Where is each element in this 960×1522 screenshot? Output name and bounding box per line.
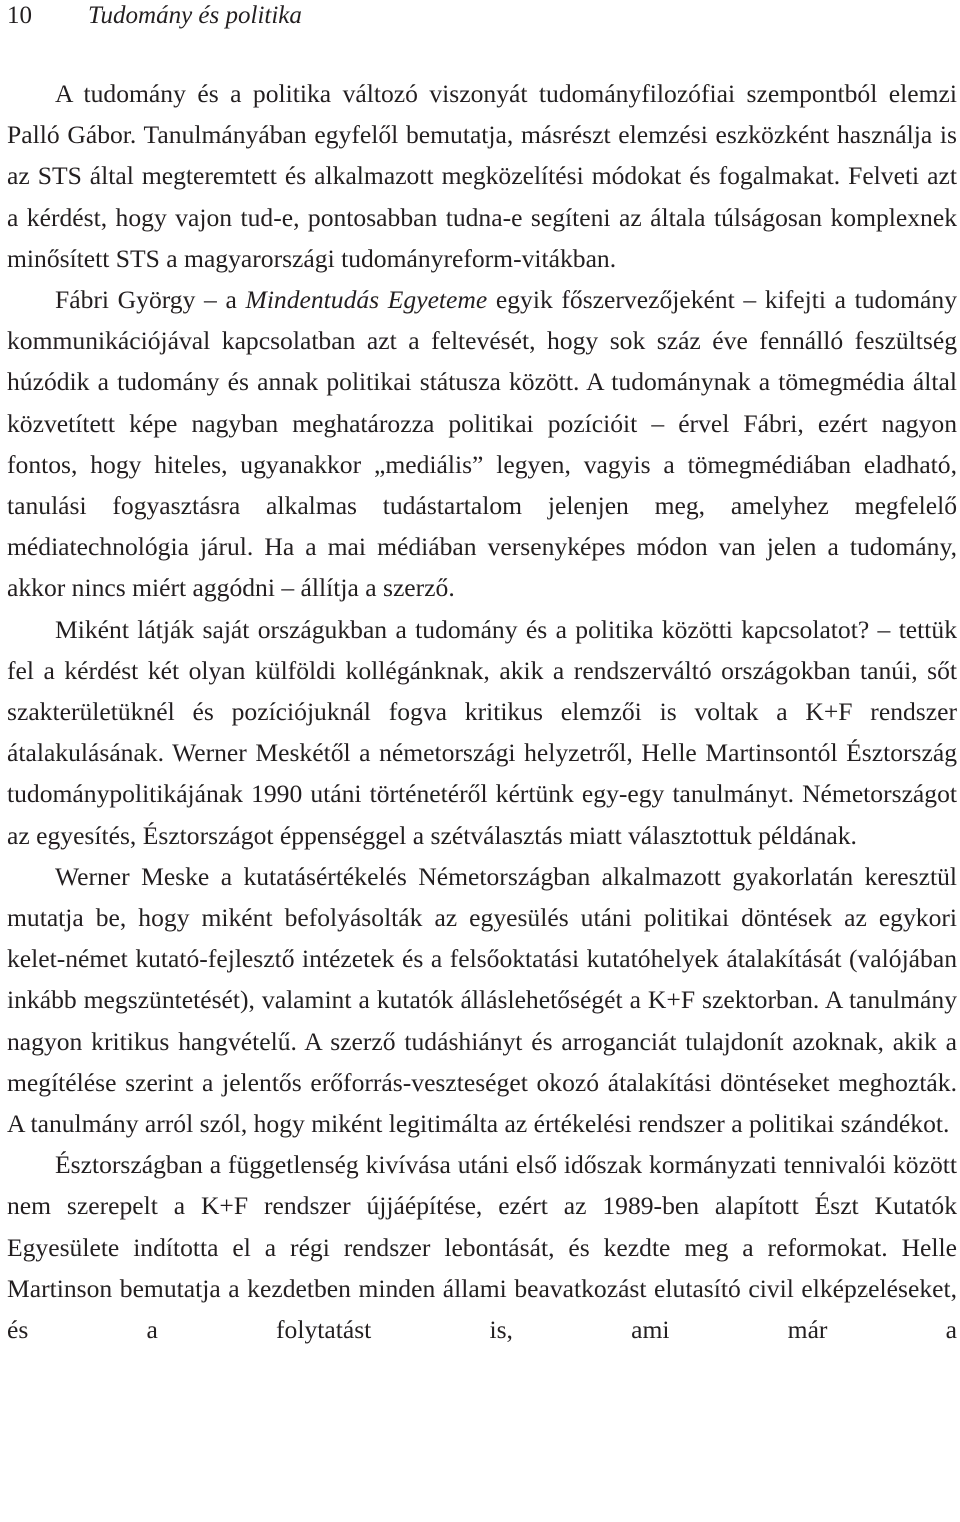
paragraph-foreign-colleagues: Miként látják saját országukban a tudomány és a politika közötti kapcsolatot? – tettük fel a kérdést két olyan külföldi kollégánknak, akik a rendszerváltó országokban tanúi, sőt szakterületüknél és pozíciójuknál fogva kritikus elemzői is voltak a K+F rendszer átalakulásának. Werner Meskétől a németországi helyzetről, Helle Martinsontól Észtország tudománypolitikájának 1990 utáni történetéről kértünk egy-egy tanulmányt. Németországot az egyesítés, Észtországot éppenséggel a szétválasztás miatt választottuk példának. bbox=[7, 614, 957, 850]
paragraph-fabri bbox=[7, 279, 957, 609]
running-head bbox=[7, 0, 957, 31]
paragraph-meske: Werner Meske a kutatásértékelés Németországban alkalmazott gyakorlatán keresztül mutatja be, hogy miként befolyásolták az egyesülés utáni politikai döntések az egykori kelet-német kutató-fejlesztő intézetek és a felsőoktatási kutatóhelyek átalakítását (valójában inkább megszüntetését), valamint a kutatók álláslehetőségét a K+F szektorban. A tanulmány nagyon kritikus hangvételű. A szerző tudáshiányt és arroganciát tulajdonít azoknak, akik a megítélése szerint a jelentős erőforrás-veszteséget okozó átalakítási döntéseket meghozták. A tanulmány arról szól, hogy miként legitimálta az értékelési rendszer a politikai szándékot. bbox=[7, 861, 957, 1139]
body-text bbox=[7, 73, 957, 1350]
paragraph-fabri-start: Fábri György – a bbox=[55, 285, 246, 315]
paragraph-fabri-rest: egyik főszervezőjeként – kifejti a tudomány kommunikációjával kapcsolatban azt a feltevését, hogy sok száz éve fennálló feszültség húzódik a tudomány és annak politikai státusza között. A tudománynak a tömegmédia által közvetített képe nagyban meghatározza politikai pozícióit – érvel Fábri, ezért nagyon fontos, hogy hiteles, ugyanakkor „mediális” legyen, vagyis a tömegmédiában eladható, tanulási fogyasztásra alkalmas tudástartalom jelenjen meg, amelyhez megfelelő médiatechnológia járul. Ha a mai médiában versenyképes módon van jelen a tudomány, akkor nincs miért aggódni – állítja a szerző. bbox=[7, 285, 957, 603]
paragraph-estonia: Észtországban a függetlenség kivívása utáni első időszak kormányzati tennivalói között nem szerepelt a K+F rendszer újjáépítése, ezért az 1989-ben alapított Észt Kutatók Egyesülete indította el a régi rendszer lebontását, és kezdte meg a reformokat. Helle Martinson bemutatja a kezdetben minden állami beavatkozást elutasító civil elképzeléseket, és a folytatást is, ami már a bbox=[7, 1150, 957, 1345]
running-head-title: Tudomány és politika bbox=[88, 2, 302, 29]
page-number: 10 bbox=[7, 2, 32, 29]
mindentudas-egyeteme-title: Mindentudás Egyeteme bbox=[245, 285, 488, 315]
book-page bbox=[7, 0, 957, 1350]
paragraph-intro-pallo: A tudomány és a politika változó viszonyát tudományfilozófiai szempontból elemzi Palló Gábor. Tanulmányában egyfelől bemutatja, másrészt elemzési eszközként használja is az STS által megteremtett és alkalmazott megközelítési módokat és fogalmakat. Felveti azt a kérdést, hogy vajon tud-e, pontosabban tudna-e segíteni az általa túlságosan komplexnek minősített STS a magyarországi tudományreform-vitákban. bbox=[7, 79, 957, 273]
